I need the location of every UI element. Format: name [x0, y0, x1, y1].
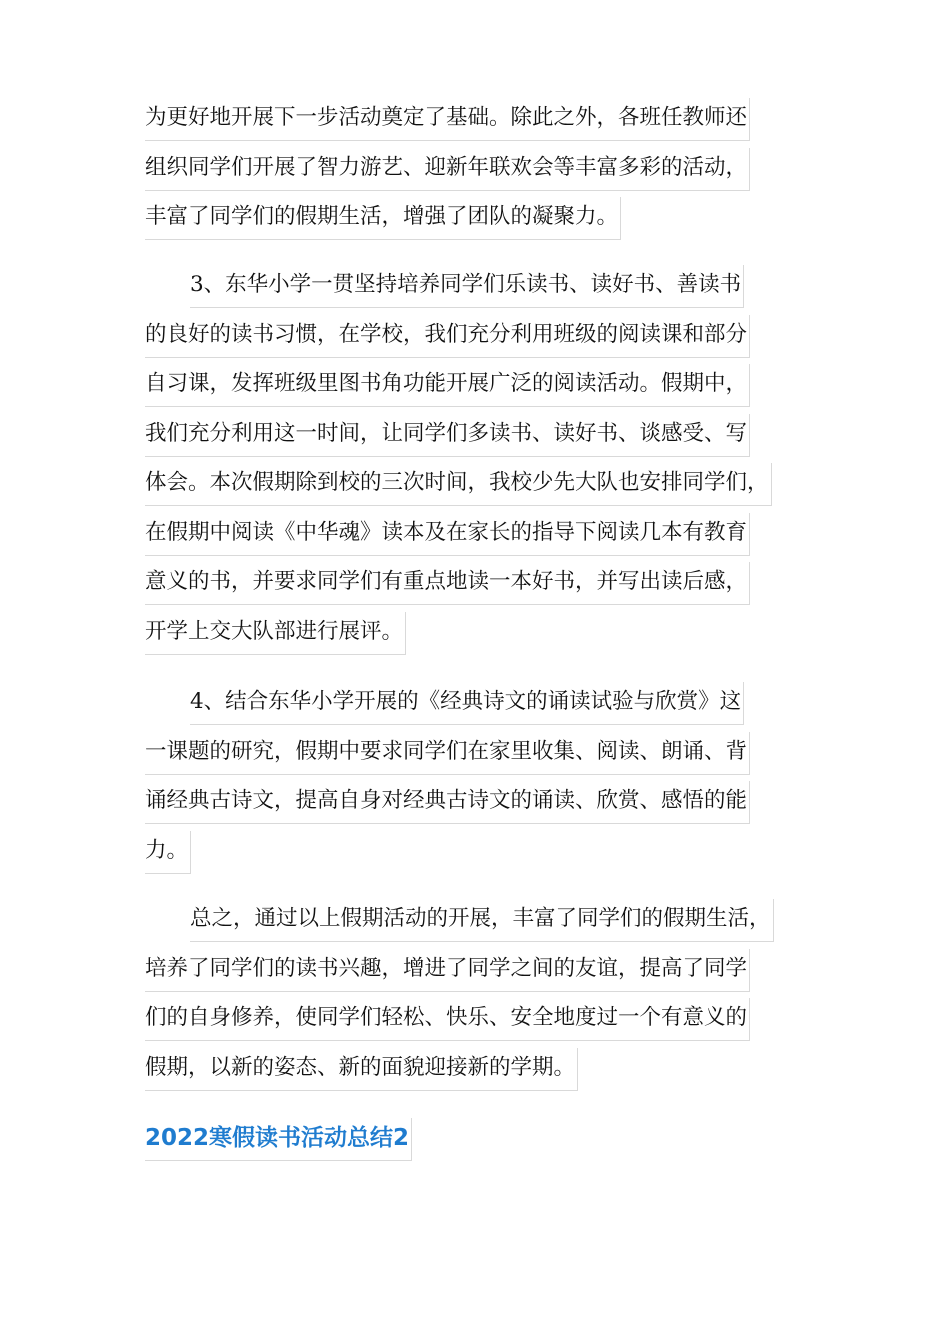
paragraph-item-3 — [145, 265, 810, 661]
text-line: 们的自身修养，使同学们轻松、快乐、安全地度过一个有意义的 — [145, 998, 810, 1048]
text-line: 体会。本次假期除到校的三次时间，我校少先大队也安排同学们， — [145, 463, 810, 513]
text-line: 总之，通过以上假期活动的开展，丰富了同学们的假期生活， — [145, 899, 810, 949]
text-line: 4、结合东华小学开展的《经典诗文的诵读试验与欣赏》这 — [145, 682, 810, 732]
text-line: 我们充分利用这一时间，让同学们多读书、读好书、谈感受、写 — [145, 414, 810, 464]
text-line: 丰富了同学们的假期生活，增强了团队的凝聚力。 — [145, 197, 810, 247]
paragraph-continuation — [145, 98, 810, 247]
text-line: 为更好地开展下一步活动奠定了基础。除此之外，各班任教师还 — [145, 98, 810, 148]
text-line: 开学上交大队部进行展评。 — [145, 612, 810, 662]
text-line: 假期，以新的姿态、新的面貌迎接新的学期。 — [145, 1048, 810, 1098]
text-line: 力。 — [145, 831, 810, 881]
text-line: 自习课，发挥班级里图书角功能开展广泛的阅读活动。假期中， — [145, 364, 810, 414]
paragraph-summary — [145, 899, 810, 1097]
text-line: 3、东华小学一贯坚持培养同学们乐读书、读好书、善读书 — [145, 265, 810, 315]
text-line: 的良好的读书习惯，在学校，我们充分利用班级的阅读课和部分 — [145, 315, 810, 365]
section-heading: 2022寒假读书活动总结2 — [145, 1118, 412, 1161]
text-line: 一课题的研究，假期中要求同学们在家里收集、阅读、朗诵、背 — [145, 732, 810, 782]
paragraph-item-4 — [145, 682, 810, 880]
text-line: 在假期中阅读《中华魂》读本及在家长的指导下阅读几本有教育 — [145, 513, 810, 563]
text-line: 组织同学们开展了智力游艺、迎新年联欢会等丰富多彩的活动， — [145, 148, 810, 198]
text-line: 诵经典古诗文，提高自身对经典古诗文的诵读、欣赏、感悟的能 — [145, 781, 810, 831]
text-line: 意义的书，并要求同学们有重点地读一本好书，并写出读后感， — [145, 562, 810, 612]
text-line: 培养了同学们的读书兴趣，增进了同学之间的友谊，提高了同学 — [145, 949, 810, 999]
